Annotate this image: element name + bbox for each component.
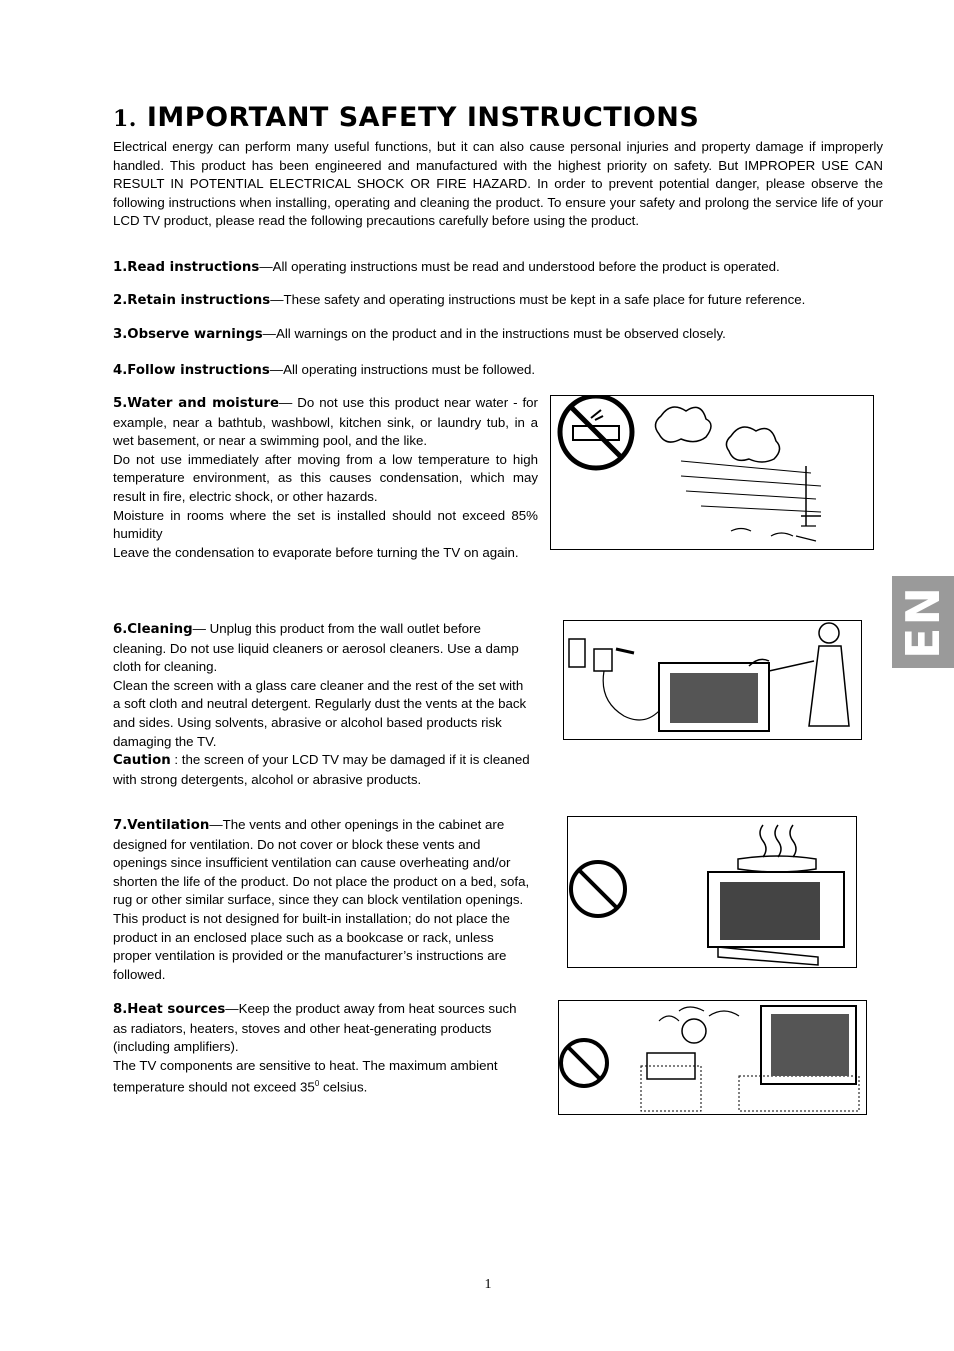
water-moisture-illustration bbox=[550, 395, 874, 550]
section-paragraph: Do not use immediately after moving from a low temperature to high temperature environment, as this causes condensation, which may result in fire, electric shock, or other hazards. bbox=[113, 451, 538, 504]
item-retain-instructions bbox=[113, 291, 883, 311]
intro-paragraph: Electrical energy can perform many useful functions, but it can also cause personal injuries and property damage if improperly handled. This product has been engineered and manufactured with the highest priority on safety. But IMPROPER USE CAN RESULT IN POTENTIAL ELECTRICAL SHOCK OR FIRE HAZARD. In order to prevent potential danger, please observe the following instructions when installing, operating and cleaning the product. To ensure your safety and prolong the service life of your LCD TV product, please read the following precautions carefully before using the product. bbox=[113, 139, 883, 229]
degree-superscript: 0 bbox=[314, 1079, 320, 1089]
title-text: IMPORTANT SAFETY INSTRUCTIONS bbox=[146, 102, 700, 133]
item-text: —These safety and operating instructions must be kept in a safe place for future reference. bbox=[270, 292, 806, 307]
section-text: celsius. bbox=[319, 1079, 368, 1095]
section-water-moisture bbox=[113, 394, 538, 562]
cleaning-tv-illustration-icon bbox=[564, 621, 861, 739]
heat-sources-illustration bbox=[558, 1000, 867, 1115]
section-heat-sources bbox=[113, 1000, 533, 1097]
no-water-illustration-icon bbox=[551, 396, 873, 549]
item-observe-warnings bbox=[113, 325, 883, 345]
section-text: —Keep the product away from heat sources such as radiators, heaters, stoves and other heat-generating products (including amplifiers). bbox=[113, 1001, 517, 1055]
language-tab bbox=[892, 576, 954, 668]
cleaning-illustration bbox=[563, 620, 862, 740]
section-text: —The vents and other openings in the cabinet are designed for ventilation. Do not cover or block these vents and openings since insufficient ventilation can cause overheating and/or shorten the life of the product. Do not place the product on a bed, sofa, rug or other similar surface, since they can block ventilation openings. This product is not designed for built-in installation; do not place the product in an enclosed place such as a bookcase or rack, unless proper ventilation is provided or the manufacturer’s instructions are followed. bbox=[113, 817, 530, 982]
section-lead: 8.Heat sources bbox=[113, 1002, 226, 1017]
item-text: —All operating instructions must be read and understood before the product is operated. bbox=[259, 259, 780, 274]
section-lead: 6.Cleaning bbox=[113, 622, 193, 637]
item-text: —All warnings on the product and in the instructions must be observed closely. bbox=[262, 326, 726, 341]
section-paragraph: Clean the screen with a glass care cleaner and the rest of the set with a soft cloth and neutral detergent. Regularly dust the vents at the back and sides. Using solvents, abrasive or alcohol based products risk damaging the TV. bbox=[113, 677, 527, 749]
page-title bbox=[113, 102, 699, 133]
section-text: — Do not use this product near water - for example, near a bathtub, washbowl, kitchen sink, or laundry tub, in a wet basement, or near a swimming pool, and the like. bbox=[113, 395, 538, 449]
caution-text: : the screen of your LCD TV may be damaged if it is cleaned with strong detergents, alcohol or abrasive products. bbox=[113, 752, 530, 787]
item-lead: 2.Retain instructions bbox=[113, 293, 271, 308]
section-ventilation bbox=[113, 816, 533, 984]
title-number: 1. bbox=[113, 106, 137, 132]
section-paragraph: Moisture in rooms where the set is installed should not exceed 85% humidity bbox=[113, 507, 538, 542]
item-lead: 1.Read instructions bbox=[113, 260, 260, 275]
section-cleaning bbox=[113, 620, 531, 789]
item-read-instructions bbox=[113, 258, 883, 278]
section-text: The TV components are sensitive to heat. The maximum ambient temperature should not exceed 35 bbox=[113, 1057, 498, 1095]
section-paragraph: Leave the condensation to evaporate before turning the TV on again. bbox=[113, 544, 519, 560]
no-heat-illustration-icon bbox=[559, 1001, 866, 1114]
section-lead: 5.Water and moisture bbox=[113, 396, 280, 411]
section-text: — Unplug this product from the wall outlet before cleaning. Do not use liquid cleaners or aerosol cleaners. Use a damp cloth for cleaning. bbox=[113, 621, 519, 675]
item-lead: 4.Follow instructions bbox=[113, 363, 270, 378]
no-cover-vents-illustration-icon bbox=[568, 817, 856, 967]
ventilation-illustration bbox=[567, 816, 857, 968]
item-follow-instructions bbox=[113, 361, 883, 381]
caution-label: Caution bbox=[113, 753, 171, 769]
item-text: —All operating instructions must be followed. bbox=[269, 362, 536, 377]
page-number: 1 bbox=[484, 1277, 492, 1292]
language-tab-label: EN bbox=[896, 585, 951, 659]
item-lead: 3.Observe warnings bbox=[113, 327, 263, 342]
section-lead: 7.Ventilation bbox=[113, 818, 210, 833]
